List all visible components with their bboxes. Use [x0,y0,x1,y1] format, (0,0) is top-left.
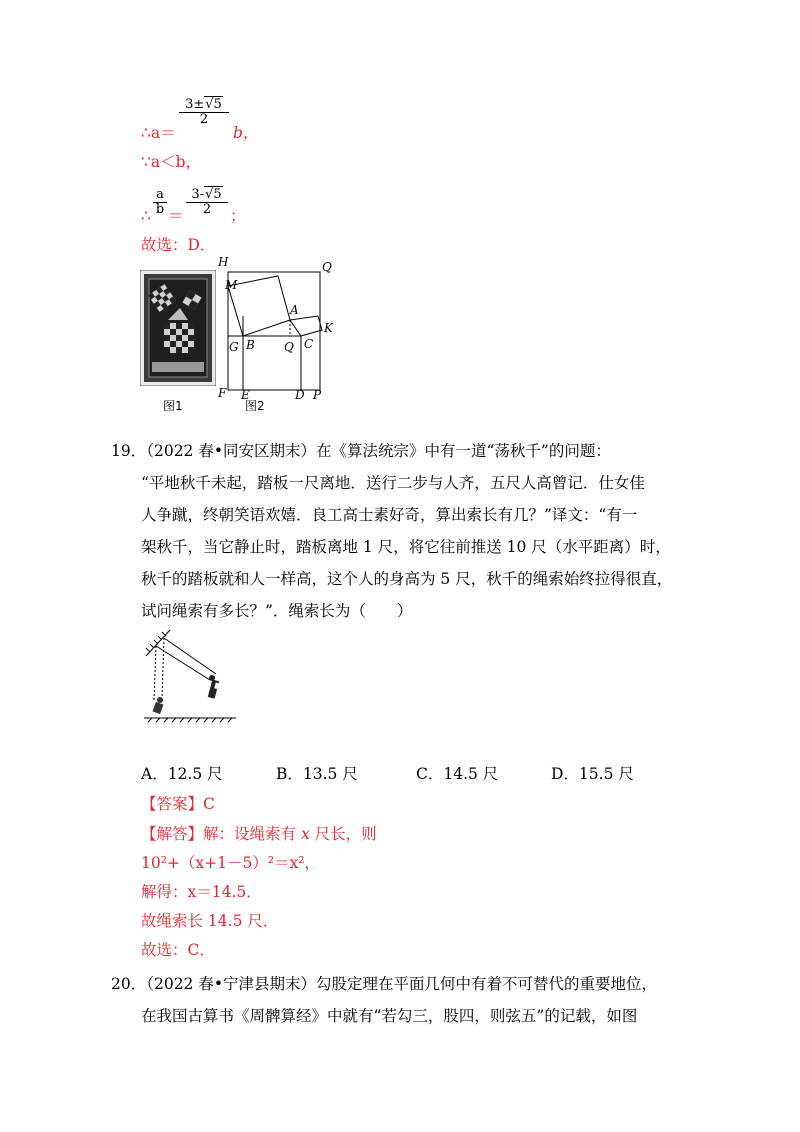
solution-line-b: ∵a＜b， [141,153,202,171]
q19-line-4: 架秋千，当它静止时，踏板离地 1 尺，将它往前推送 10 尺（水平距离）时， [141,538,671,556]
fraction-ratio [153,188,167,217]
choice-d[interactable]: D．15.5 尺 [551,765,634,783]
label-B: B [246,338,255,352]
fraction-result-numerator: 3-√5 [186,188,228,203]
label-A: A [290,303,299,317]
fraction-ratio-denominator: b [155,202,165,217]
solution-line-c-eq: ＝ [168,207,184,225]
q19-line-5: 秋千的踏板就和人一样高，这个人的身高为 5 尺，秋千的绳索始终拉得很直， [141,570,673,588]
label-C: C [304,337,314,351]
solution-line-a-suffix: b， [233,124,259,142]
q19-line-1: 19．（2022 春•同安区期末）在《算法统宗》中有一道“荡秋千”的问题： [111,442,611,460]
label-G: G [229,340,239,354]
figure-1-label: 图1 [163,399,183,413]
q19-line-2: “平地秋千未起，踏板一尺离地．送行二步与人齐，五尺人高曾记．仕女佳 [141,474,645,492]
q19-line-3: 人争蹴，终朝笑语欢嬉．良工高士素好奇，算出索长有几？”译文：“有一 [141,506,638,524]
solution-line-c-prefix: ∴ [141,207,151,225]
label-F: F [218,386,227,400]
q19-line-6: 试问绳索有多长？”．绳索长为（ ） [141,602,413,620]
fraction-ratio-numerator: a [153,188,167,203]
solution-line-c-suffix: ； [230,207,246,225]
fraction-a-denominator: 2 [199,112,209,127]
label-E: E [241,388,250,402]
swing-illustration [140,628,240,728]
fraction-a-numerator: 3±√5 [179,98,229,113]
solution-result: 解得：x＝14.5． [141,883,262,901]
label-Q-top: Q [322,260,332,274]
fraction-result [186,188,228,217]
q20-line-2: 在我国古算书《周髀算经》中就有“若勾三，股四，则弦五”的记载，如图 [141,1007,638,1025]
fraction-result-denominator: 2 [202,202,212,217]
label-K: K [324,321,333,335]
sqrt-symbol: √5 [205,97,222,112]
fraction-a [179,98,229,127]
label-P: P [313,388,322,402]
solution-equation: 10²+（x+1－5）²＝x²， [141,854,321,872]
solution-conclusion: 故绳索长 14.5 尺． [141,912,279,930]
choice-a[interactable]: A．12.5 尺 [141,765,223,783]
label-Q-mid: Q [284,340,294,354]
label-H: H [218,255,229,269]
solution-tag: 【解答】 [141,825,204,843]
answer-tag: 【答案】 [141,795,204,813]
choice-b[interactable]: B．13.5 尺 [276,765,358,783]
solution-choice-d: 故选：D． [141,236,216,254]
sqrt-symbol-2: √5 [205,187,222,202]
stamp-figure [140,270,216,386]
figure-2-label: 图2 [245,399,265,413]
label-M: M [225,278,238,292]
label-D: D [295,388,305,402]
answer-value: C [203,795,215,813]
answer-line [141,794,215,814]
solution-choice-c: 故选：C． [141,941,215,959]
solution-line-1: 【解答】解：设绳索有 x 尺长，则 [141,825,377,843]
choice-c[interactable]: C．14.5 尺 [416,765,499,783]
solution-line-a-prefix: ∴a＝ [141,124,176,142]
solution-line-a [141,123,176,143]
q20-line-1: 20．（2022 春•宁津县期末）勾股定理在平面几何中有着不可替代的重要地位， [111,975,657,993]
